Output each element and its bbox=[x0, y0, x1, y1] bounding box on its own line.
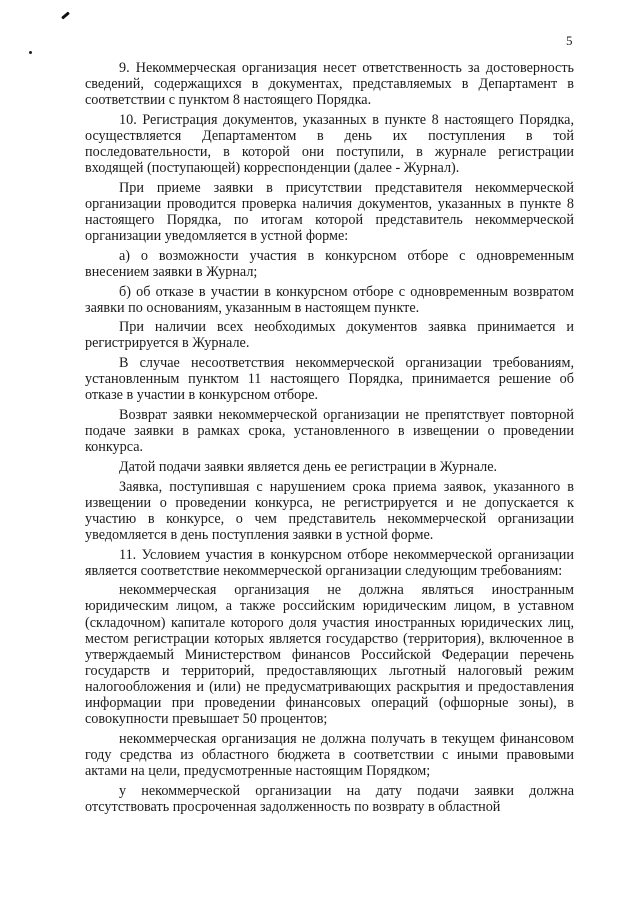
paragraph-clause-10: 10. Регистрация документов, указанных в пункте 8 настоящего Порядка, осуществляется Департаментом в день их поступления в той последовательности, в которой они поступили, в журнале регистрации входящей (поступающей) корреспонденции (далее - Журнал). bbox=[85, 111, 574, 177]
paragraph-option-b: б) об отказе в участии в конкурсном отборе с одновременным возвратом заявки по основаниям, указанным в настоящем пункте. bbox=[85, 283, 574, 316]
paragraph: Заявка, поступившая с нарушением срока приема заявок, указанного в извещении о проведении конкурса, не регистрируется и не допускается к участию в конкурсе, о чем представитель некоммерческой организации уведомляется в день поступления заявки в устной форме. bbox=[85, 478, 574, 543]
paragraph-requirement: у некоммерческой организации на дату подачи заявки должна отсутствовать просроченная задолженность по возврату в областной bbox=[85, 782, 574, 815]
scan-mark-dot bbox=[29, 51, 32, 54]
paragraph-option-a: а) о возможности участия в конкурсном отборе с одновременным внесением заявки в Журнал; bbox=[85, 247, 574, 280]
document-body bbox=[85, 60, 574, 818]
paragraph: При приеме заявки в присутствии представителя некоммерческой организации проводится проверка наличия документов, указанных в пункте 8 настоящего Порядка, по итогам которой представитель некоммерческой организации уведомляется в устной форме: bbox=[85, 179, 574, 245]
paragraph-requirement: некоммерческая организация не должна являться иностранным юридическим лицом, а также российским юридическим лицом, в уставном (складочном) капитале которого доля участия иностранных юридических лиц, местом регистрации которых является государство (территория), включенное в утверждаемый Министерством финансов Российской Федерации перечень государств и территорий, предоставляющих льготный налоговый режим налогообложения и (или) не предусматривающих раскрытия и предоставления информации при проведении финансовых операций (офшорные зоны), в совокупности превышает 50 процентов; bbox=[85, 582, 574, 728]
paragraph: Возврат заявки некоммерческой организации не препятствует повторной подаче заявки в рамках срока, установленного в извещении о проведении конкурса. bbox=[85, 407, 574, 456]
paragraph: В случае несоответствия некоммерческой организации требованиям, установленным пунктом 11 настоящего Порядка, принимается решение об отказе в участии в конкурсном отборе. bbox=[85, 355, 574, 404]
paragraph: Датой подачи заявки является день ее регистрации в Журнале. bbox=[119, 458, 498, 475]
paragraph: При наличии всех необходимых документов заявка принимается и регистрируется в Журнале. bbox=[85, 319, 574, 352]
paragraph-clause-9: 9. Некоммерческая организация несет ответственность за достоверность сведений, содержащихся в документах, представляемых в Департамент в соответствии с пунктом 8 настоящего Порядка. bbox=[85, 60, 574, 109]
paragraph-clause-11: 11. Условием участия в конкурсном отборе некоммерческой организации является соответствие некоммерческой организации следующим требованиям: bbox=[85, 546, 574, 579]
scan-mark bbox=[61, 11, 70, 19]
page-number: 5 bbox=[566, 33, 573, 48]
paragraph-requirement: некоммерческая организация не должна получать в текущем финансовом году средства из областного бюджета в соответствии с иными правовыми актами на цели, предусмотренные настоящим Порядком; bbox=[85, 730, 574, 779]
